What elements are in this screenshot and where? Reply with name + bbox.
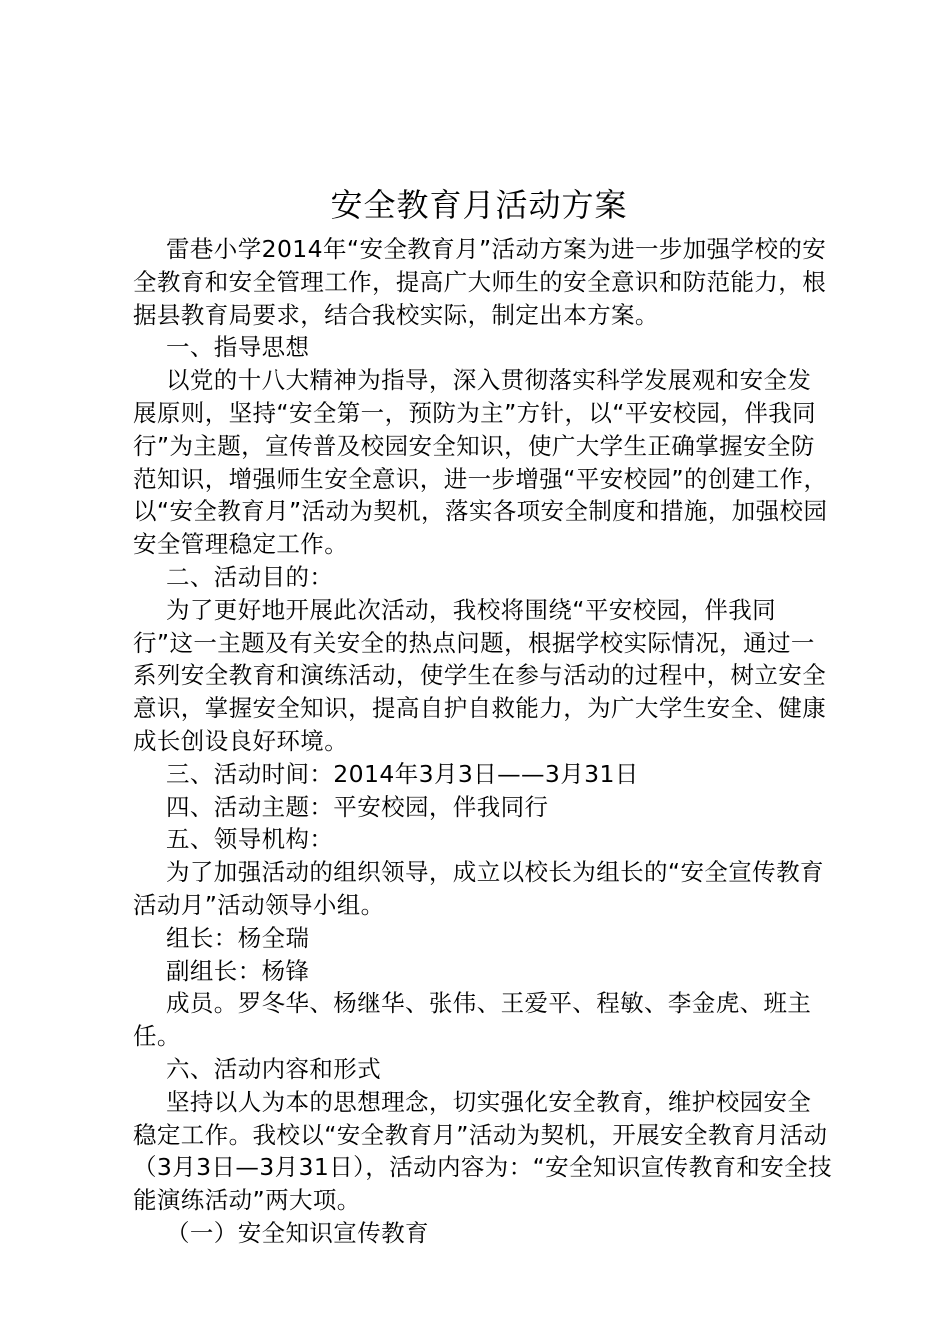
guiding-thought-paragraph: 以党的十八大精神为指导，深入贯彻落实科学发展观和安全发展原则，坚持“安全第一，预防为主”方针，以“平安校园，伴我同行”为主题，宣传普及校园安全知识，使广大学生正确掌握安全防范知识，增强师生安全意识，进一步增强“平安校园”的创建工作，以“安全教育月”活动为契机，落实各项安全制度和措施，加强校园安全管理稳定工作。 <box>133 366 828 559</box>
content-paragraph: 坚持以人为本的思想理念，切实强化安全教育，维护校园安全稳定工作。我校以“安全教育月”活动为契机，开展安全教育月活动（3月3日—3月31日），活动内容为：“安全知识宣传教育和安全技能演练活动”两大项。 <box>133 1087 832 1215</box>
purpose-paragraph: 为了更好地开展此次活动，我校将围绕“平安校园，伴我同行”这一主题及有关安全的热点问题，根据学校实际情况，通过一系列安全教育和演练活动，使学生在参与活动的过程中，树立安全意识，掌握安全知识，提高自护自救能力，为广大学生安全、健康成长创设良好环境。 <box>133 595 827 755</box>
section-heading-guiding-thought: 一、指导思想 <box>166 333 310 362</box>
deputy-leader-line: 副组长：杨锋 <box>166 956 310 985</box>
document-body <box>133 233 833 1250</box>
section-heading-theme: 四、活动主题：平安校园，伴我同行 <box>166 792 549 821</box>
section-heading-content: 六、活动内容和形式 <box>166 1054 382 1083</box>
section-heading-purpose: 二、活动目的： <box>166 562 334 591</box>
intro-paragraph: 雷巷小学2014年“安全教育月”活动方案为进一步加强学校的安全教育和安全管理工作，提高广大师生的安全意识和防范能力，根据县教育局要求，结合我校实际，制定出本方案。 <box>133 235 827 329</box>
subsection-heading-knowledge: （一）安全知识宣传教育 <box>166 1218 429 1247</box>
leader-line: 组长：杨全瑞 <box>166 923 310 952</box>
section-heading-leadership: 五、领导机构： <box>166 825 334 854</box>
document-title: 安全教育月活动方案 <box>330 186 628 224</box>
section-heading-time: 三、活动时间：2014年3月3日——3月31日 <box>166 759 639 788</box>
leadership-paragraph: 为了加强活动的组织领导，成立以校长为组长的“安全宣传教育活动月”活动领导小组。 <box>133 858 824 919</box>
members-line: 成员。罗冬华、杨继华、张伟、王爱平、程敏、李金虎、班主任。 <box>133 989 812 1051</box>
